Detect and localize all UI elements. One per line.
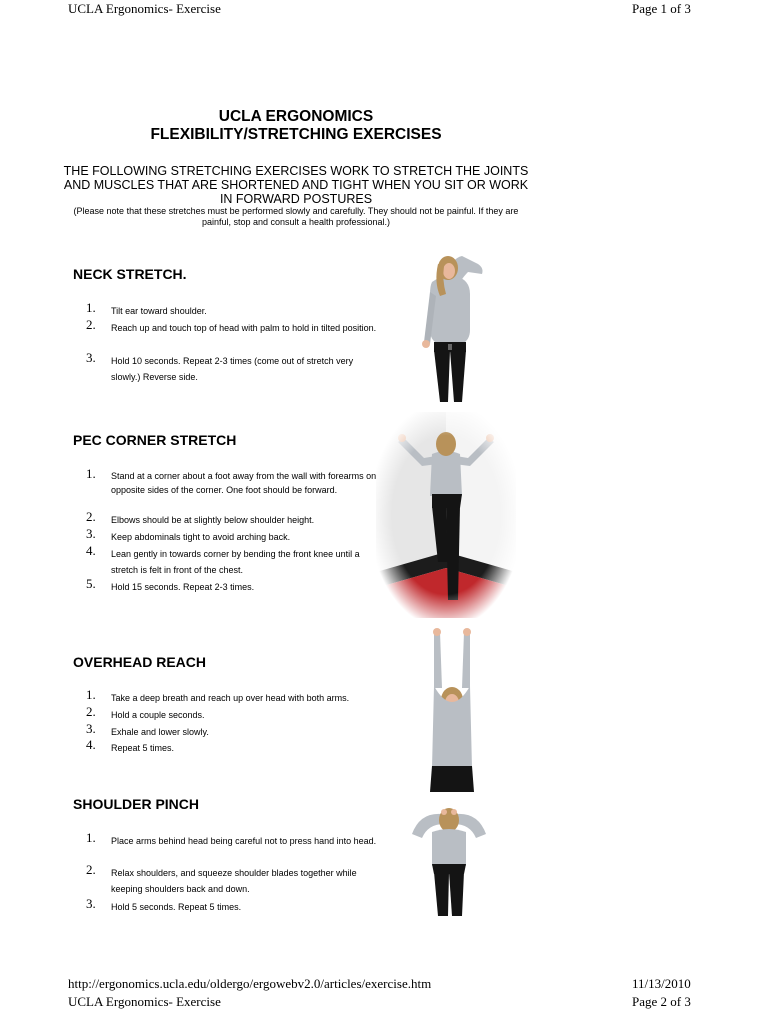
list-text: Hold a couple seconds.: [111, 710, 205, 720]
list-number: 3.: [86, 896, 96, 911]
next-page-header-number: Page 2 of 3: [632, 994, 691, 1009]
doc-title-line1: UCLA ERGONOMICS: [218, 108, 374, 125]
list-text: Lean gently in towards corner by bending the front knee until a stretch is felt in front of the chest.: [111, 549, 360, 575]
list-number: 2.: [86, 862, 96, 877]
list-number: 1.: [86, 466, 96, 481]
next-page-header-title: UCLA Ergonomics- Exercise: [68, 994, 221, 1009]
list-text: Exhale and lower slowly.: [111, 727, 209, 737]
section-heading-shoulder-pinch: SHOULDER PINCH: [73, 796, 200, 812]
list-text: Keep abdominals tight to avoid arching back.: [111, 532, 291, 542]
list-number: 4.: [86, 543, 96, 558]
list-text: Place arms behind head being careful not to press hand into head.: [111, 836, 377, 846]
list-number: 1.: [86, 687, 96, 702]
list-text: Hold 5 seconds. Repeat 5 times.: [111, 902, 242, 912]
list-text: Stand at a corner about a foot away from the wall with forearms on opposite sides of the corner. One foot should be forward.: [111, 471, 377, 495]
list-text: Hold 15 seconds. Repeat 2-3 times.: [111, 582, 255, 592]
section-heading-pec-corner-stretch: PEC CORNER STRETCH: [73, 432, 237, 448]
footer-url: http://ergonomics.ucla.edu/oldergo/ergowebv2.0/articles/exercise.htm: [68, 976, 432, 991]
neck-stretch-photo: [412, 252, 492, 408]
intro-text: THE FOLLOWING STRETCHING EXERCISES WORK TO STRETCH THE JOINTS AND MUSCLES THAT ARE SHORTENED AND TIGHT WHEN YOU SIT OR WORK IN FORWARD POSTURES: [63, 164, 529, 206]
list-text: Reach up and touch top of head with palm to hold in tilted position.: [111, 323, 377, 333]
list-number: 2.: [86, 317, 96, 332]
list-number: 4.: [86, 737, 96, 752]
list-text: Tilt ear toward shoulder.: [111, 306, 207, 316]
page-header-title: UCLA Ergonomics- Exercise: [68, 1, 221, 16]
pec-corner-stretch-photo: [376, 412, 516, 618]
list-number: 1.: [86, 830, 96, 845]
section-heading-neck-stretch: NECK STRETCH.: [73, 266, 187, 282]
doc-title-line2: FLEXIBILITY/STRETCHING EXERCISES: [150, 126, 442, 143]
footer-date: 11/13/2010: [632, 976, 691, 991]
section-heading-overhead-reach: OVERHEAD REACH: [73, 654, 207, 670]
list-number: 2.: [86, 704, 96, 719]
intro-note: (Please note that these stretches must be performed slowly and carefully. They should not be painful. If they are painful, stop and consult a health professional.): [73, 206, 519, 227]
list-number: 3.: [86, 721, 96, 736]
list-number: 5.: [86, 576, 96, 591]
list-number: 1.: [86, 300, 96, 315]
list-text: Take a deep breath and reach up over head with both arms.: [111, 693, 350, 703]
shoulder-pinch-photo: [406, 804, 492, 918]
list-number: 3.: [86, 350, 96, 365]
overhead-reach-photo: [420, 628, 484, 792]
list-number: 3.: [86, 526, 96, 541]
list-text: Relax shoulders, and squeeze shoulder blades together while keeping shoulders back and down.: [111, 868, 357, 894]
list-text: Repeat 5 times.: [111, 743, 175, 753]
list-text: Elbows should be at slightly below shoulder height.: [111, 515, 315, 525]
page-header-number: Page 1 of 3: [632, 1, 691, 16]
list-number: 2.: [86, 509, 96, 524]
list-text: Hold 10 seconds. Repeat 2-3 times (come out of stretch very slowly.) Reverse side.: [111, 356, 354, 382]
